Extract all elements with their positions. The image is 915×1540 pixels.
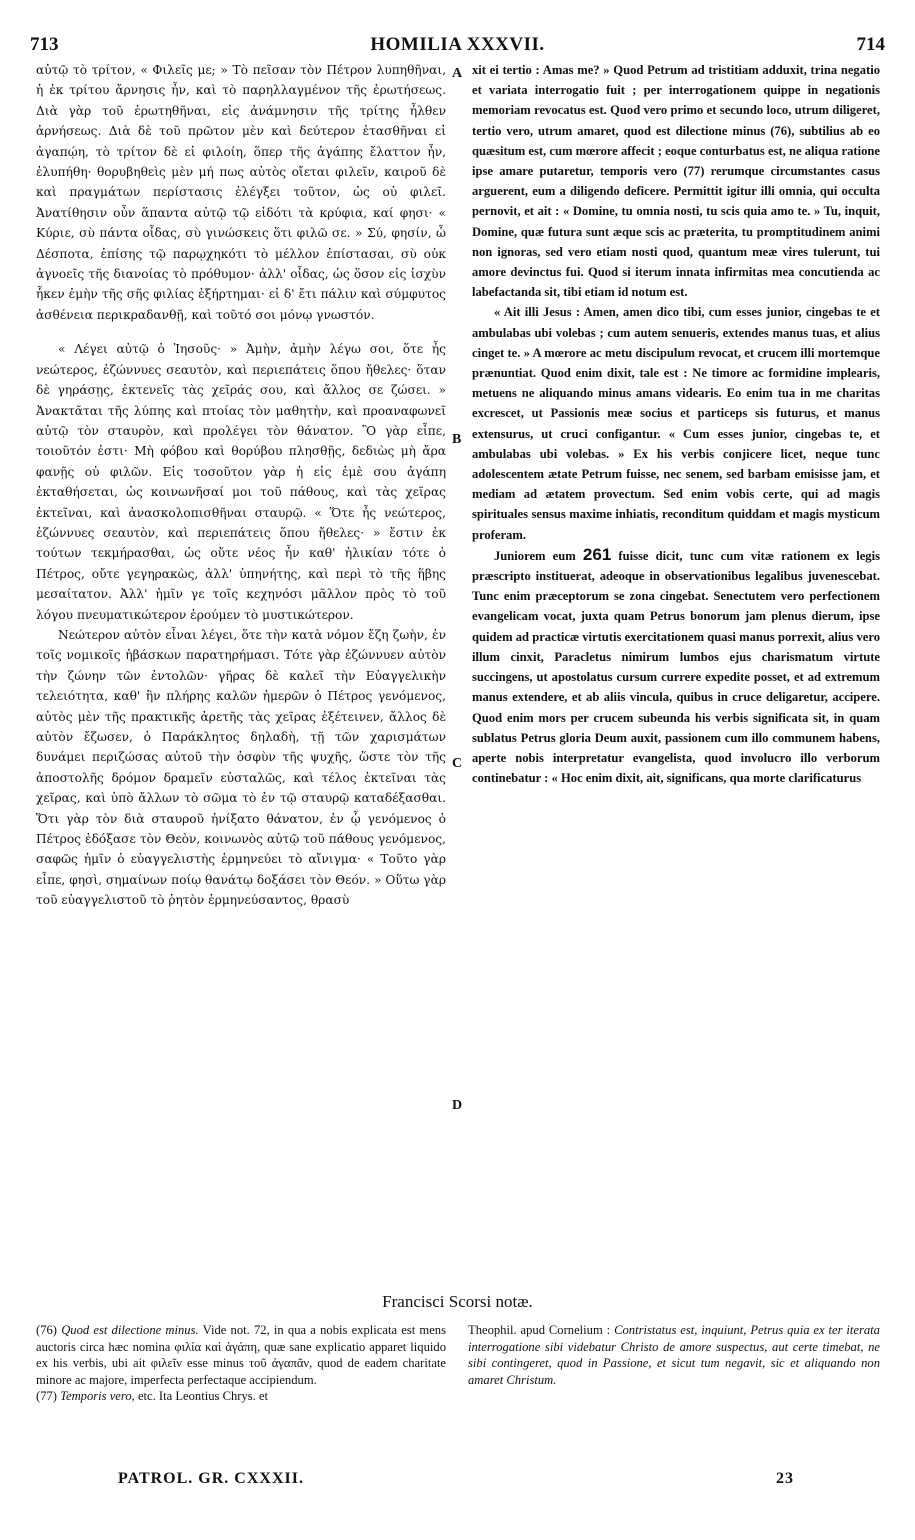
- footer-series: PATROL. GR. CXXXII.: [118, 1470, 304, 1487]
- note-77-text: etc. Ita Leontius Chrys. et: [137, 1389, 269, 1404]
- greek-paragraph-2: « Λέγει αὐτῷ ὁ Ἰησοῦς· » Ἀμὴν, ἀμὴν λέγω σοι, ὅτε ἦς νεώτερος, ἐζώννυες σεαυτὸν, καὶ περιεπάτεις ὅπου ἤθελες· ὅταν δὲ γηράσῃς, ἐκτενεῖς τὰς χεῖράς σου, καὶ ἄλλος σε ζώσει. » Ἀνακτᾶται τῆς λύπης καὶ πτοίας τὸν μαθητὴν, καὶ προαναφωνεῖ αὐτῷ τὸν σταυρὸν, καὶ προλέγει τὸν θάνατον. Ὃ γὰρ εἶπε, τοιοῦτόν ἐστι· Μὴ φόβου καὶ θορύβου πλησθῇς, δεδιὼς μὴ ἄρα φανῇς οὐ φιλῶν. Εἰς τοσοῦτον γὰρ ἡ εἰς ἐμὲ σου ἀγάπη ἐκταθήσεται, ὡς κοινωνῆσαί μοι τοῦ πάθους, καὶ τὰς χεῖρας ἐκτεῖναι, καὶ ἀνασκολοπισθῆναι σταυρῷ. « Ὅτε ἦς νεώτερος, ἐζώννυες σεαυτὸν, καὶ περιεπάτεις ὅπου ἤθελες· » ἔστιν ἐκ τούτων τεκμήρασθαι, ὡς οὔτε νέος ἦν καθ' ἡλικίαν τότε ὁ Πέτρος, οὔτε γεγηρακὼς, ἀλλ' ὑπηνήτης, καὶ περὶ τὸ τῆς ἥβης μεσαίτατον. Ἀλλ' ἡμῖν γε τοῖς κεχηνόσι μᾶλλον πρὸς τὸ τοῦ λόγου πνευματικώτερον ἐρούμεν τὸ μυστικώτερον.: [36, 342, 446, 622]
- latin-column: [472, 60, 880, 788]
- page-number-right: 714: [856, 34, 885, 55]
- homily-title: HOMILIA XXXVII.: [370, 34, 545, 55]
- latin-paragraph-1: xit ei tertio : Amas me? » Quod Petrum ad tristitiam adduxit, trina negatio et variata interrogatio fuit ; per interrogationem quippe in negationis memoriam revocatus est. Quod vero primo et secundo loco, utrum diligeret, tertio vero, utrum amaret, quod est dilectione minus (76), subtilius ab eo quæsitum est, cum mœrore affecit ; eoque conturbatus est, ne aliqua ratione ipse amare putaretur, temporis vero (77) rerumque circumstantes casus arguerent, eum a diligendo deficere. Permittit igitur illi omnia, qui occulta pernovit, et ait : « Domine, tu omnia nosti, tu scis quia amo te. » Tu, inquit, Domine, quæ futura sunt æque scis ac præterita, tu promptitudinem animi non ignoras, sed vero etiam nosti quod, quantum meæ vires tulerunt, tui amore devinctus fui. Quod si iterum innata infirmitas mea concutienda ac labefactanda sit, tibi etiam id notum est.: [472, 63, 880, 300]
- greek-paragraph-3: Νεώτερον αὐτὸν εἶναι λέγει, ὅτε τὴν κατὰ νόμον ἔζη ζωὴν, ἐν τοῖς νομικοῖς ἡβάσκων παρατηρήμασι. Τότε γὰρ ἐζώννυεν αὐτὸν τὴν ζώνην τῶν ἐντολῶν· γῆρας δὲ καλεῖ τὴν Εὐαγγελικὴν τελειότητα, καθ' ἣν πλήρης καλῶν ἡμερῶν ὁ Πέτρος γενόμενος, αὐτὸς μὲν τῆς πρακτικῆς ἀρετῆς τὰς χεῖρας ἐξέτεινεν, ἄλλος δὲ αὐτὸν ἔζωσεν, ὁ Παράκλητος δηλαδὴ, τῇ τῶν χαρισμάτων δυνάμει περιζώσας αὐτοῦ τὴν ὀσφὺν τῆς ψυχῆς, ὥστε τὸν τῆς ἀποστολῆς δρόμον δραμεῖν εὐσταλῶς, καὶ τέλος ἐκτεῖναι τὰς χεῖρας, καὶ ὑπὸ ἄλλων τὸ σῶμα τὸ ἐν τῷ σταυρῷ καταδέξασθαι. Ὅτι γὰρ τὸν διὰ σταυροῦ ἠνίξατο θάνατον, ἐν ᾧ γενόμενος ὁ Πέτρος ἐδόξασε τὸν Θεὸν, κοινωνὸς αὐτῷ τοῦ πάθους γενόμενος, σαφῶς ἡμῖν ὁ εὐαγγελιστὴς ἑρμηνεύει τὸ αἴνιγμα· « Τοῦτο γὰρ εἶπε, φησὶ, σημαίνων ποίῳ θανάτῳ δοξάσει τὸν Θεόν. » Οὕτω γὰρ τοῦ εὐαγγελιστοῦ τὸ ῥητὸν ἑρμηνεύσαντος, θρασὺ: [36, 627, 446, 908]
- notes-title: Francisci Scorsi notæ.: [382, 1292, 533, 1311]
- marginal-page-number: 261: [582, 544, 612, 564]
- margin-marker-c: C: [452, 756, 463, 771]
- greek-column: [36, 60, 446, 911]
- greek-paragraph-1: αὐτῷ τὸ τρίτον, « Φιλεῖς με; » Τὸ πεῖσαν τὸν Πέτρον λυπηθῆναι, ἡ ἐκ τρίτου ἄρνησις ἦν, καὶ τὸ παρηλλαγμένον τῆς ἐρωτήσεως. Διὰ γὰρ τοῦ ἐρωτηθῆναι, εἰς ἀνάμνησιν τῆς τρίτης ἦλθεν ἀρνήσεως. Διὰ δὲ τοῦ πρῶτον μὲν καὶ δεύτερον ἐτασθῆναι εἰ ἀγαπῴη, τὸ τρίτον δὲ εἰ φιλοίη, ὅπερ τῆς ἀγάπης ἔλαττον ἦν, ἐλυπήθη· θορυβηθεὶς μὲν μή πως αὐτὸς οἴεται φιλεῖν, καιροῦ δὲ καὶ πραγμάτων περίστασις ἐλέγξει τοῦτον, ὡς οὐ φιλεῖ. Ἀνατίθησιν οὖν ἅπαντα αὐτῷ τῷ εἰδότι τὰ κρύφια, καί φησι· « Κύριε, σὺ πάντα οἶδας, σὺ γινώσκεις ὅτι φιλῶ σε. » Σύ, φησίν, ὦ Δέσποτα, ἐπίσης τῷ παρῳχηκότι τὸ μέλλον ἐπίστασαι, σὺ οὐκ ἀγνοεῖς τῆς διανοίας τὸ πρόθυμον· ἀλλ' οἶδας, ὡς ὅσον εἰς ἰσχὺν ἧκεν ἐμὴν τῆς σῆς φιλίας ἐξήρτημαι· εἰ δ' ἔτι πάλιν καὶ σύμφυτος ἀσθένεια περικραδανθῇ, καὶ τοῦτό σοι μόνῳ γνωστόν.: [36, 63, 446, 322]
- latin-paragraph-2: « Ait illi Jesus : Amen, amen dico tibi, cum esses junior, cingebas te et ambulabas ubi volebas ; cum autem senueris, extendes manus tuas, et alius cinget te. » A mœrore ac metu discipulum revocat, et crucem illi mortemque prænuntiat. Quod enim dixit, tale est : Ne timore ac formidine implearis, metuens ne aliquando minus amans videaris. Eo enim tua in me charitas excrescet, ut Passionis meæ socius et particeps sis futurus, et manus extensurus, ut cruci configantur. « Cum esses junior, cingebas te, et ambulabas ubi volebas. » Ex his verbis conjicere licet, neque tunc adolescentem ætate Petrum fuisse, nec senem, sed barbam emisisse jam, et mediam ad ætatem provectum. Sed enim vobis certe, qui ad magis spirituales sensus maxime inhiatis, reconditum quiddam et magis mysticum proferam.: [472, 305, 880, 542]
- running-header: [30, 34, 885, 56]
- latin-paragraph-3-rest: fuisse dicit, tunc cum vitæ rationem ex legis præscripto instituerat, adeoque in observationibus legalibus juvenescebat. Tunc enim præceptorum se zona cingebat. Senectutem vero perfectionem evangelicam vocat, juxta quam Petrus bonorum jam plenus dierum, ipse quidem ad practicæ virtutis exercitationem quasi manus porrexit, alius vero illum cinxit, Paracletus nimirum lumbos ejus charismatum virtute succingens, ut apostolatus cursum currere expedite posset, et ad extremum manus extendere, et ab aliis vincula, quibus in cruce deligaretur, accipere. Quod enim mors per crucem subeunda his verbis significata sit, in quam sublatus Petrus gloria Deum auxit, passionem cum illo communem habens, aperte nobis interpretatur evangelista, quod involucro illo verborum continebatur : « Hoc enim dixit, ait, significans, qua morte clarificaturus: [472, 548, 880, 786]
- note-76-number: (76): [36, 1323, 57, 1337]
- note-77-cont-text: Contristatus est, inquiunt, Petrus quia ex ter iterata interrogatione sibi videbatur Christo de amore suspectus, aut certe timebat, ne sibi contingeret, quod in Passione, et sicut tum negavit, sic et aliquando non amaret Christum.: [468, 1323, 880, 1387]
- latin-paragraph-3-start: Juniorem eum: [494, 548, 576, 563]
- notes-right-column: [468, 1322, 880, 1388]
- margin-marker-d: D: [452, 1098, 463, 1113]
- latin-paragraph-3: [472, 545, 880, 788]
- note-77-cont-prefix: Theophil. apud Cornelium :: [468, 1323, 611, 1337]
- note-77: [36, 1388, 446, 1405]
- note-77-number: (77): [36, 1389, 57, 1404]
- margin-marker-a: A: [452, 66, 463, 81]
- footer-signature: 23: [776, 1470, 794, 1487]
- note-77-continuation: [468, 1322, 880, 1388]
- margin-marker-b: B: [452, 432, 462, 447]
- page-number-left: 713: [30, 34, 59, 55]
- note-76-lemma: Quod est dilectione minus.: [61, 1323, 199, 1337]
- note-76-text: Vide not. 72, in qua a nobis explicata est mens auctoris circa hæc nomina φιλία καὶ ἀγάπη, quæ sane explicatio apparet liquido ex his verbis, ubi ait φιλεῖν esse minus τοῦ ἀγαπᾶν, quod de eadem charitate minore ac majore, imperfecta perfectaque accipiendum.: [36, 1323, 446, 1387]
- note-77-lemma: Temporis vero,: [60, 1389, 135, 1404]
- note-76: [36, 1322, 446, 1388]
- notes-left-column: [36, 1322, 446, 1405]
